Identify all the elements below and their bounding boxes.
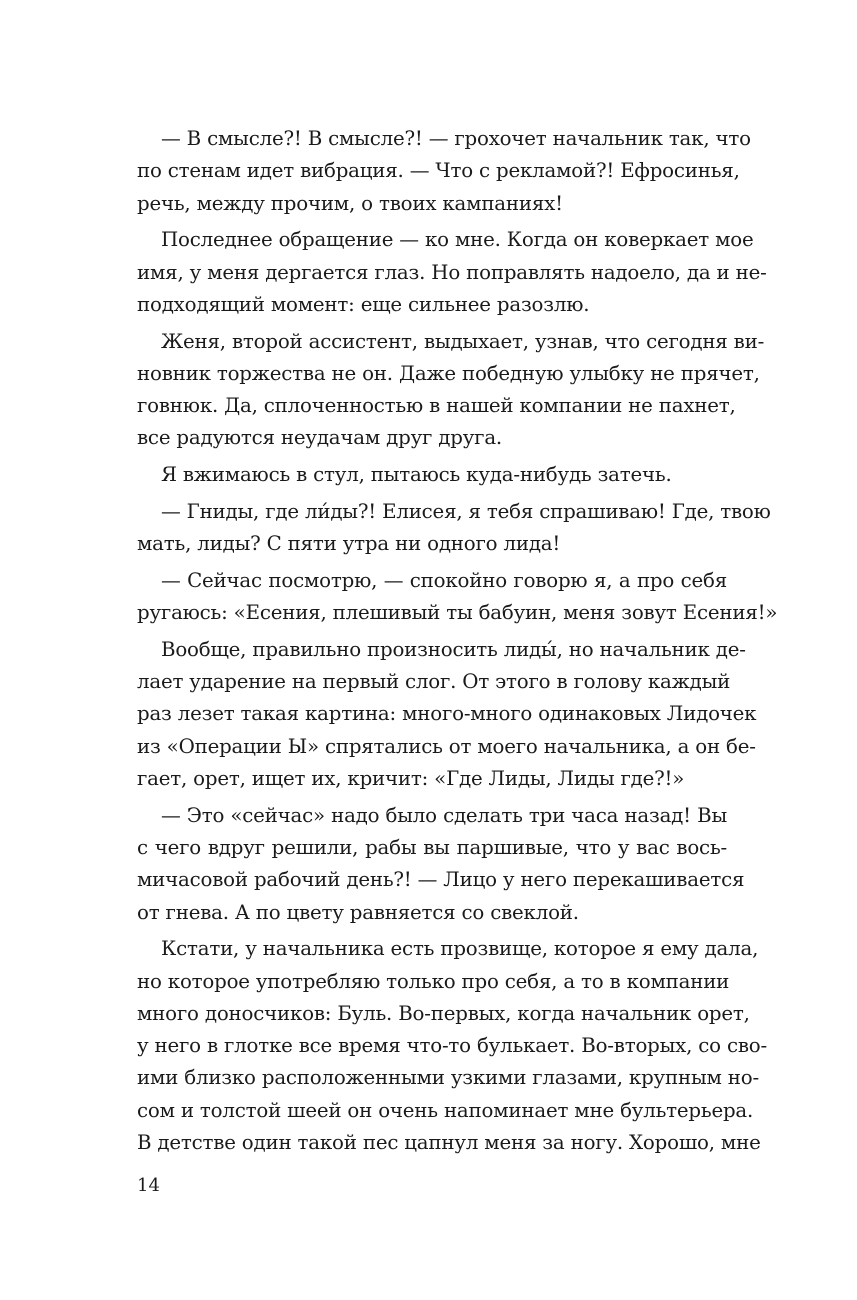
text-line: мичасовой рабочий день?! — Лицо у него перекашивается [137,868,745,892]
text-line: — В смысле?! В смысле?! — грохочет начальник так, что [161,127,751,150]
text-line: ругаюсь: «Есения, плешивый ты бабуин, меня зовут Есения!» [137,601,778,625]
paragraph [137,496,771,561]
page-number: 14 [137,1175,160,1196]
text-line: Вообще, правильно произносить лиды́, но начальник де- [161,637,746,661]
text-line: ими близко расположенными узкими глазами, крупным но- [137,1066,759,1090]
text-line: говнюк. Да, сплоченностью в нашей компании не пахнет, [137,394,736,418]
text-line: Последнее обращение — ко мне. Когда он коверкает мое [161,228,754,252]
text-line: новник торжества не он. Даже победную улыбку не прячет, [137,361,760,385]
paragraph [137,224,767,321]
text-line: с чего вдруг решили, рабы вы паршивые, что у вас вось- [137,835,727,859]
text-line: — Гниды, где ли́ды?! Елисея, я тебя спрашиваю! Где, твою [161,499,771,523]
text-line: Я вжимаюсь в стул, пытаюсь куда-нибудь затечь. [161,463,672,487]
text-line: из «Операции Ы» спрятались от моего начальника, а он бе- [137,734,756,758]
text-line: имя, у меня дергается глаз. Но поправлять надоело, да и не- [137,260,767,284]
text-line: но которое употребляю только про себя, а то в компании [137,969,730,993]
text-line: — Это «сейчас» надо было сделать три часа назад! Вы [161,803,727,827]
paragraph [137,933,767,1159]
text-line: много доносчиков: Буль. Во-первых, когда начальник орет, [137,1001,750,1025]
text-line: раз лезет такая картина: много-много одинаковых Лидочек [137,702,757,726]
text-line: гает, орет, ищет их, кричит: «Где Лиды, Лиды где?!» [137,766,685,790]
text-line: сом и толстой шеей он очень напоминает мне бультерьера. [137,1098,754,1122]
text-line: у него в глотке все время что-то булькает. Во-вторых, со сво- [137,1034,767,1058]
text-line: от гнева. А по цвету равняется со свеклой. [137,900,579,924]
paragraph [137,800,745,929]
paragraph [137,565,778,630]
text-line: мать, лиды? С пяти утра ни одного лида! [137,532,561,556]
text-line: — Сейчас посмотрю, — спокойно говорю я, а про себя [161,568,727,592]
paragraph [137,123,751,220]
text-line: речь, между прочим, о твоих кампаниях! [137,191,563,215]
paragraph [137,634,757,795]
text-line: В детстве один такой пес цапнул меня за ногу. Хорошо, мне [137,1131,761,1155]
text-line: Кстати, у начальника есть прозвище, которое я ему дала, [161,937,759,961]
text-line: по стенам идет вибрация. — Что с рекламой?! Ефросинья, [137,159,740,183]
paragraph [137,326,765,455]
text-line: подходящий момент: еще сильнее разозлю. [137,292,590,316]
text-line: лает ударение на первый слог. От этого в голову каждый [137,670,731,694]
text-line: все радуются неудачам друг друга. [137,426,503,450]
paragraph [137,459,727,491]
text-line: Женя, второй ассистент, выдыхает, узнав, что сегодня ви- [161,329,765,353]
body-text [137,123,778,1159]
